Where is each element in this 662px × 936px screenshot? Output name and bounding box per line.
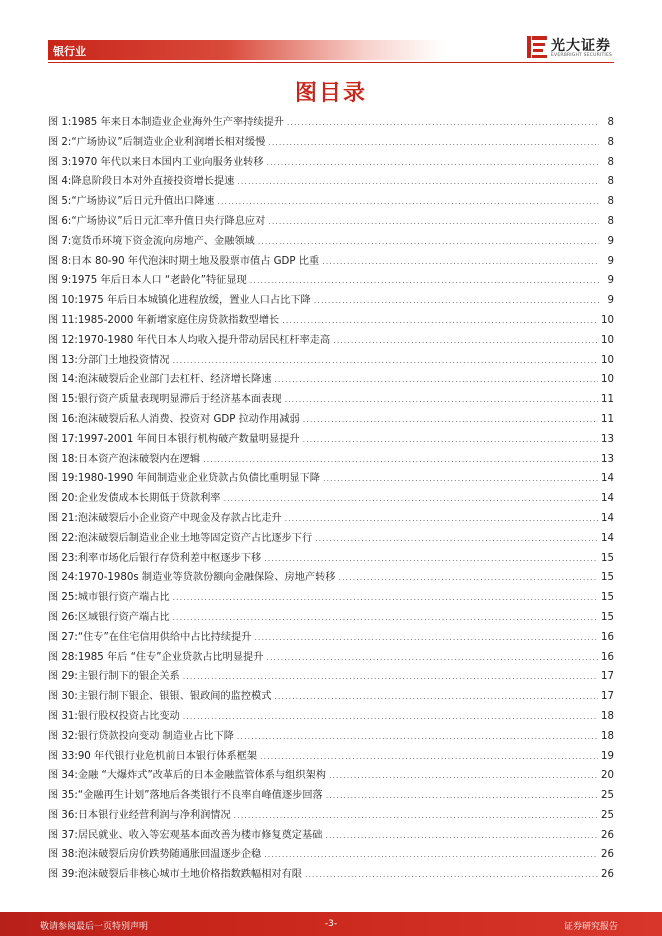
toc-page-number: 8 [607,136,614,148]
toc-figure-title[interactable]: 银行贷款投向变动 制造业占比下降 [77,730,234,742]
toc-leader-dots [266,653,598,662]
toc-figure-label: 图 14: [48,374,78,386]
toc-figure-label: 图 18: [48,453,78,465]
toc-leader-dots [267,158,599,167]
toc-figure-title[interactable]: 1970 年代以来日本国内工业向服务业转移 [71,156,264,168]
toc-entry[interactable] [48,628,614,648]
toc-entry[interactable] [48,271,614,291]
toc-entry[interactable] [48,410,614,430]
toc-figure-title[interactable]: 日本资产泡沫破裂内在逻辑 [77,453,201,465]
toc-figure-label: 图 26: [48,611,78,623]
toc-figure-label: 图 29: [48,671,78,683]
toc-figure-label: 图 9: [48,275,72,287]
toc-leader-dots [268,138,599,147]
toc-page-number: 15 [601,552,614,564]
toc-leader-dots [223,494,598,503]
toc-figure-label: 图 37: [48,829,78,841]
toc-entry[interactable] [48,331,614,351]
toc-page-number: 9 [607,235,614,247]
toc-leader-dots [322,257,599,266]
toc-page-number: 25 [601,790,614,802]
toc-figure-label: 图 33: [48,750,78,762]
toc-figure-title[interactable]: 泡沫破裂后私人消费、投资对 GDP 拉动作用减弱 [77,413,300,425]
toc-figure-title[interactable]: “广场协议”后制造业企业利润增长相对缓慢 [71,136,266,148]
toc-entry[interactable] [48,707,614,727]
toc-page-number: 16 [601,651,614,663]
toc-entry[interactable] [48,568,614,588]
toc-figure-title[interactable]: 1980-1990 年间制造业企业贷款占负债比重明显下降 [77,473,320,485]
toc-figure-label: 图 5: [48,196,72,208]
header-divider [48,62,614,63]
toc-page-number: 10 [601,334,614,346]
footer-disclaimer: 敬请参阅最后一页特别声明 [40,922,149,932]
toc-entry[interactable] [48,667,614,687]
toc-figure-label: 图 24: [48,572,78,584]
toc-figure-label: 图 39: [48,869,78,881]
toc-figure-label: 图 6: [48,215,72,227]
toc-entry[interactable] [48,865,614,885]
logo-chinese-name: 光大证券 [551,38,611,54]
toc-leader-dots [264,554,598,563]
toc-figure-title[interactable]: 居民就业、收入等宏观基本面改善为楼市修复奠定基础 [77,829,323,841]
toc-leader-dots [287,118,599,127]
toc-figure-title[interactable]: “住专”在住宅信用供给中占比持续提升 [77,631,252,643]
toc-entry[interactable] [48,806,614,826]
toc-entry[interactable] [48,113,614,133]
toc-entry[interactable] [48,469,614,489]
footer-report-type: 证券研究报告 [563,922,618,932]
toc-figure-title[interactable]: 银行股权投资占比变动 [77,710,180,722]
toc-leader-dots [282,316,598,325]
toc-entry[interactable] [48,786,614,806]
toc-leader-dots [323,474,598,483]
toc-entry[interactable] [48,727,614,747]
toc-leader-dots [329,771,598,780]
toc-page-number: 14 [601,493,614,505]
toc-entry[interactable] [48,232,614,252]
industry-section-tag [48,40,443,60]
toc-figure-label: 图 20: [48,493,78,505]
toc-page-number: 13 [601,453,614,465]
toc-page-number: 20 [601,770,614,782]
toc-entry[interactable] [48,766,614,786]
toc-leader-dots [250,276,599,285]
toc-page-number: 10 [601,374,614,386]
toc-figure-label: 图 11: [48,314,78,326]
industry-section-label: 银行业 [53,45,86,58]
toc-page-number: 8 [607,156,614,168]
toc-page-number: 10 [601,314,614,326]
toc-page-number: 18 [601,730,614,742]
toc-figure-title[interactable]: 泡沫破裂后小企业资产中现金及存款占比走升 [77,512,282,524]
toc-leader-dots [285,514,598,523]
toc-leader-dots [338,573,598,582]
toc-leader-dots [217,197,599,206]
toc-page-number: 15 [601,611,614,623]
toc-figure-label: 图 10: [48,295,78,307]
toc-entry[interactable] [48,747,614,767]
footer-page-number: -3- [324,919,338,929]
toc-leader-dots [325,831,598,840]
toc-leader-dots [183,672,598,681]
toc-figure-label: 图 28: [48,651,78,663]
toc-entry[interactable] [48,133,614,153]
toc-figure-label: 图 31: [48,710,78,722]
toc-leader-dots [303,415,598,424]
toc-page-number: 8 [607,176,614,188]
toc-page-number: 9 [607,255,614,267]
toc-figure-title[interactable]: 银行资产质量表现明显滞后于经济基本面表现 [77,394,282,406]
toc-figure-title[interactable]: 1970-1980s 制造业等贷款份额向金融保险、房地产转移 [77,572,336,584]
toc-figure-title[interactable]: “广场协议”后日元汇率升值日央行降息应对 [71,215,266,227]
toc-entry[interactable] [48,351,614,371]
toc-figure-label: 图 38: [48,849,78,861]
toc-leader-dots [268,217,599,226]
toc-entry[interactable] [48,252,614,272]
toc-figure-title[interactable]: 1975 年后日本城镇化进程放缓，置业人口占比下降 [77,295,311,307]
toc-figure-title[interactable]: 日本银行业经营利润与净利润情况 [77,809,231,821]
toc-figure-title[interactable]: 主银行制下银企、银银、银政间的监控模式 [77,691,272,703]
toc-entry[interactable] [48,529,614,549]
toc-leader-dots [264,850,598,859]
toc-figure-title[interactable]: 1985 年来日本制造业企业海外生产率持续提升 [71,117,284,128]
toc-entry[interactable] [48,549,614,569]
toc-page-number: 15 [601,572,614,584]
toc-leader-dots [173,613,599,622]
toc-figure-title[interactable]: 宽货币环境下资金流向房地产、金融领域 [71,235,255,247]
toc-entry[interactable] [48,430,614,450]
toc-figure-label: 图 13: [48,354,78,366]
toc-figure-label: 图 3: [48,156,72,168]
toc-page-number: 9 [607,275,614,287]
toc-page-number: 26 [601,849,614,861]
toc-figure-title[interactable]: 区域银行资产端占比 [77,611,170,623]
toc-page-number: 11 [601,413,614,425]
toc-leader-dots [258,237,599,246]
toc-figure-title[interactable]: “金融再生计划”落地后各类银行不良率自峰值逐步回落 [77,790,323,802]
toc-page-number: 25 [601,809,614,821]
toc-figure-title[interactable]: 泡沫破裂后制造业企业土地等固定资产占比逐步下行 [77,532,313,544]
toc-page-number: 13 [601,433,614,445]
toc-page-number: 19 [601,750,614,762]
toc-figure-title[interactable]: 泡沫破裂后房价跌势随通胀回温逐步企稳 [77,849,262,861]
toc-entry[interactable] [48,172,614,192]
toc-entry[interactable] [48,509,614,529]
page-footer [0,912,662,936]
toc-leader-dots [237,177,599,186]
toc-leader-dots [315,534,598,543]
toc-leader-dots [203,455,598,464]
toc-page-number: 17 [601,691,614,703]
toc-leader-dots [260,752,598,761]
toc-entry[interactable] [48,192,614,212]
toc-entry[interactable] [48,489,614,509]
toc-figure-title[interactable]: 利率市场化后银行存贷利差中枢逐步下移 [77,552,262,564]
toc-figure-label: 图 36: [48,809,78,821]
toc-figure-label: 图 34: [48,770,78,782]
toc-figure-label: 图 15: [48,394,78,406]
toc-entry[interactable] [48,450,614,470]
toc-page-number: 10 [601,354,614,366]
toc-figure-label: 图 12: [48,334,78,346]
toc-figure-title[interactable]: 1997-2001 年间日本银行机构破产数量明显提升 [77,433,300,445]
toc-leader-dots [254,633,598,642]
figure-table-of-contents [48,113,614,885]
toc-figure-label: 图 16: [48,413,78,425]
toc-page-number: 9 [607,295,614,307]
toc-figure-label: 图 4: [48,176,72,188]
company-logo [527,34,617,62]
toc-leader-dots [173,593,599,602]
toc-page-number: 26 [601,869,614,881]
logo-english-name: EVERBRIGHT SECURITIES [551,53,613,58]
toc-entry[interactable] [48,370,614,390]
toc-leader-dots [305,870,598,879]
toc-figure-title[interactable]: 金融 “大爆炸式”改革后的日本金融监管体系与组织架构 [77,770,326,782]
toc-figure-label: 图 1: [48,117,72,128]
toc-page-number: 15 [601,592,614,604]
toc-entry[interactable] [48,311,614,331]
toc-leader-dots [303,435,598,444]
toc-leader-dots [274,375,598,384]
toc-figure-label: 图 8: [48,255,72,267]
toc-page-number: 8 [607,196,614,208]
toc-figure-label: 图 30: [48,691,78,703]
toc-entry[interactable] [48,291,614,311]
toc-entry[interactable] [48,588,614,608]
toc-page-number: 17 [601,671,614,683]
toc-figure-label: 图 35: [48,790,78,802]
toc-figure-title[interactable]: 主银行制下的银企关系 [77,671,180,683]
toc-page-number: 8 [607,215,614,227]
toc-leader-dots [314,296,599,305]
everbright-logo-icon [527,36,547,58]
toc-figure-title[interactable]: 分部门土地投资情况 [77,354,170,366]
toc-figure-label: 图 2: [48,136,72,148]
toc-entry[interactable] [48,648,614,668]
toc-leader-dots [333,336,598,345]
toc-entry[interactable] [48,608,614,628]
toc-figure-label: 图 17: [48,433,78,445]
toc-entry[interactable] [48,390,614,410]
toc-entry[interactable] [48,687,614,707]
toc-figure-title[interactable]: 降息阶段日本对外直接投资增长提速 [71,176,235,188]
toc-leader-dots [234,811,598,820]
toc-page-number: 16 [601,631,614,643]
toc-page-number: 14 [601,473,614,485]
toc-figure-label: 图 25: [48,592,78,604]
toc-figure-title[interactable]: 城市银行资产端占比 [77,592,170,604]
toc-leader-dots [274,692,598,701]
toc-entry[interactable] [48,845,614,865]
toc-figure-label: 图 21: [48,512,78,524]
toc-entry[interactable] [48,826,614,846]
toc-entry[interactable] [48,212,614,232]
toc-page-number: 14 [601,532,614,544]
toc-page-number: 14 [601,512,614,524]
toc-figure-label: 图 27: [48,631,78,643]
toc-figure-title[interactable]: 1970-1980 年代日本人均收入提升带动居民杠杆率走高 [77,334,331,346]
toc-figure-title[interactable]: 泡沫破裂后企业部门去杠杆、经济增长降速 [77,374,272,386]
toc-page-number: 26 [601,829,614,841]
toc-figure-title[interactable]: 90 年代银行业危机前日本银行体系框架 [77,750,258,762]
toc-entry[interactable] [48,153,614,173]
toc-figure-title[interactable]: 1985 年后 “住专”企业贷款占比明显提升 [77,651,264,663]
toc-figure-label: 图 7: [48,235,72,247]
toc-figure-title[interactable]: 1975 年后日本人口 “老龄化”特征显现 [71,275,247,287]
toc-leader-dots [183,712,598,721]
toc-leader-dots [326,791,598,800]
toc-leader-dots [237,732,598,741]
toc-figure-label: 图 19: [48,473,78,485]
toc-leader-dots [285,395,598,404]
toc-figure-label: 图 22: [48,532,78,544]
page-title: 图目录 [294,81,367,106]
toc-figure-title[interactable]: 1985-2000 年新增家庭住房贷款指数型增长 [77,314,280,326]
toc-figure-title[interactable]: 日本 80-90 年代泡沫时期土地及股票市值占 GDP 比重 [71,255,320,267]
toc-figure-title[interactable]: 泡沫破裂后非核心城市土地价格指数跌幅相对有限 [77,869,302,881]
toc-leader-dots [173,356,599,365]
toc-page-number: 8 [607,117,614,128]
toc-figure-label: 图 23: [48,552,78,564]
toc-figure-title[interactable]: “广场协议”后日元升值出口降速 [71,196,215,208]
toc-page-number: 18 [601,710,614,722]
toc-page-number: 11 [601,394,614,406]
toc-figure-title[interactable]: 企业发债成本长期低于贷款利率 [77,493,221,505]
toc-figure-label: 图 32: [48,730,78,742]
